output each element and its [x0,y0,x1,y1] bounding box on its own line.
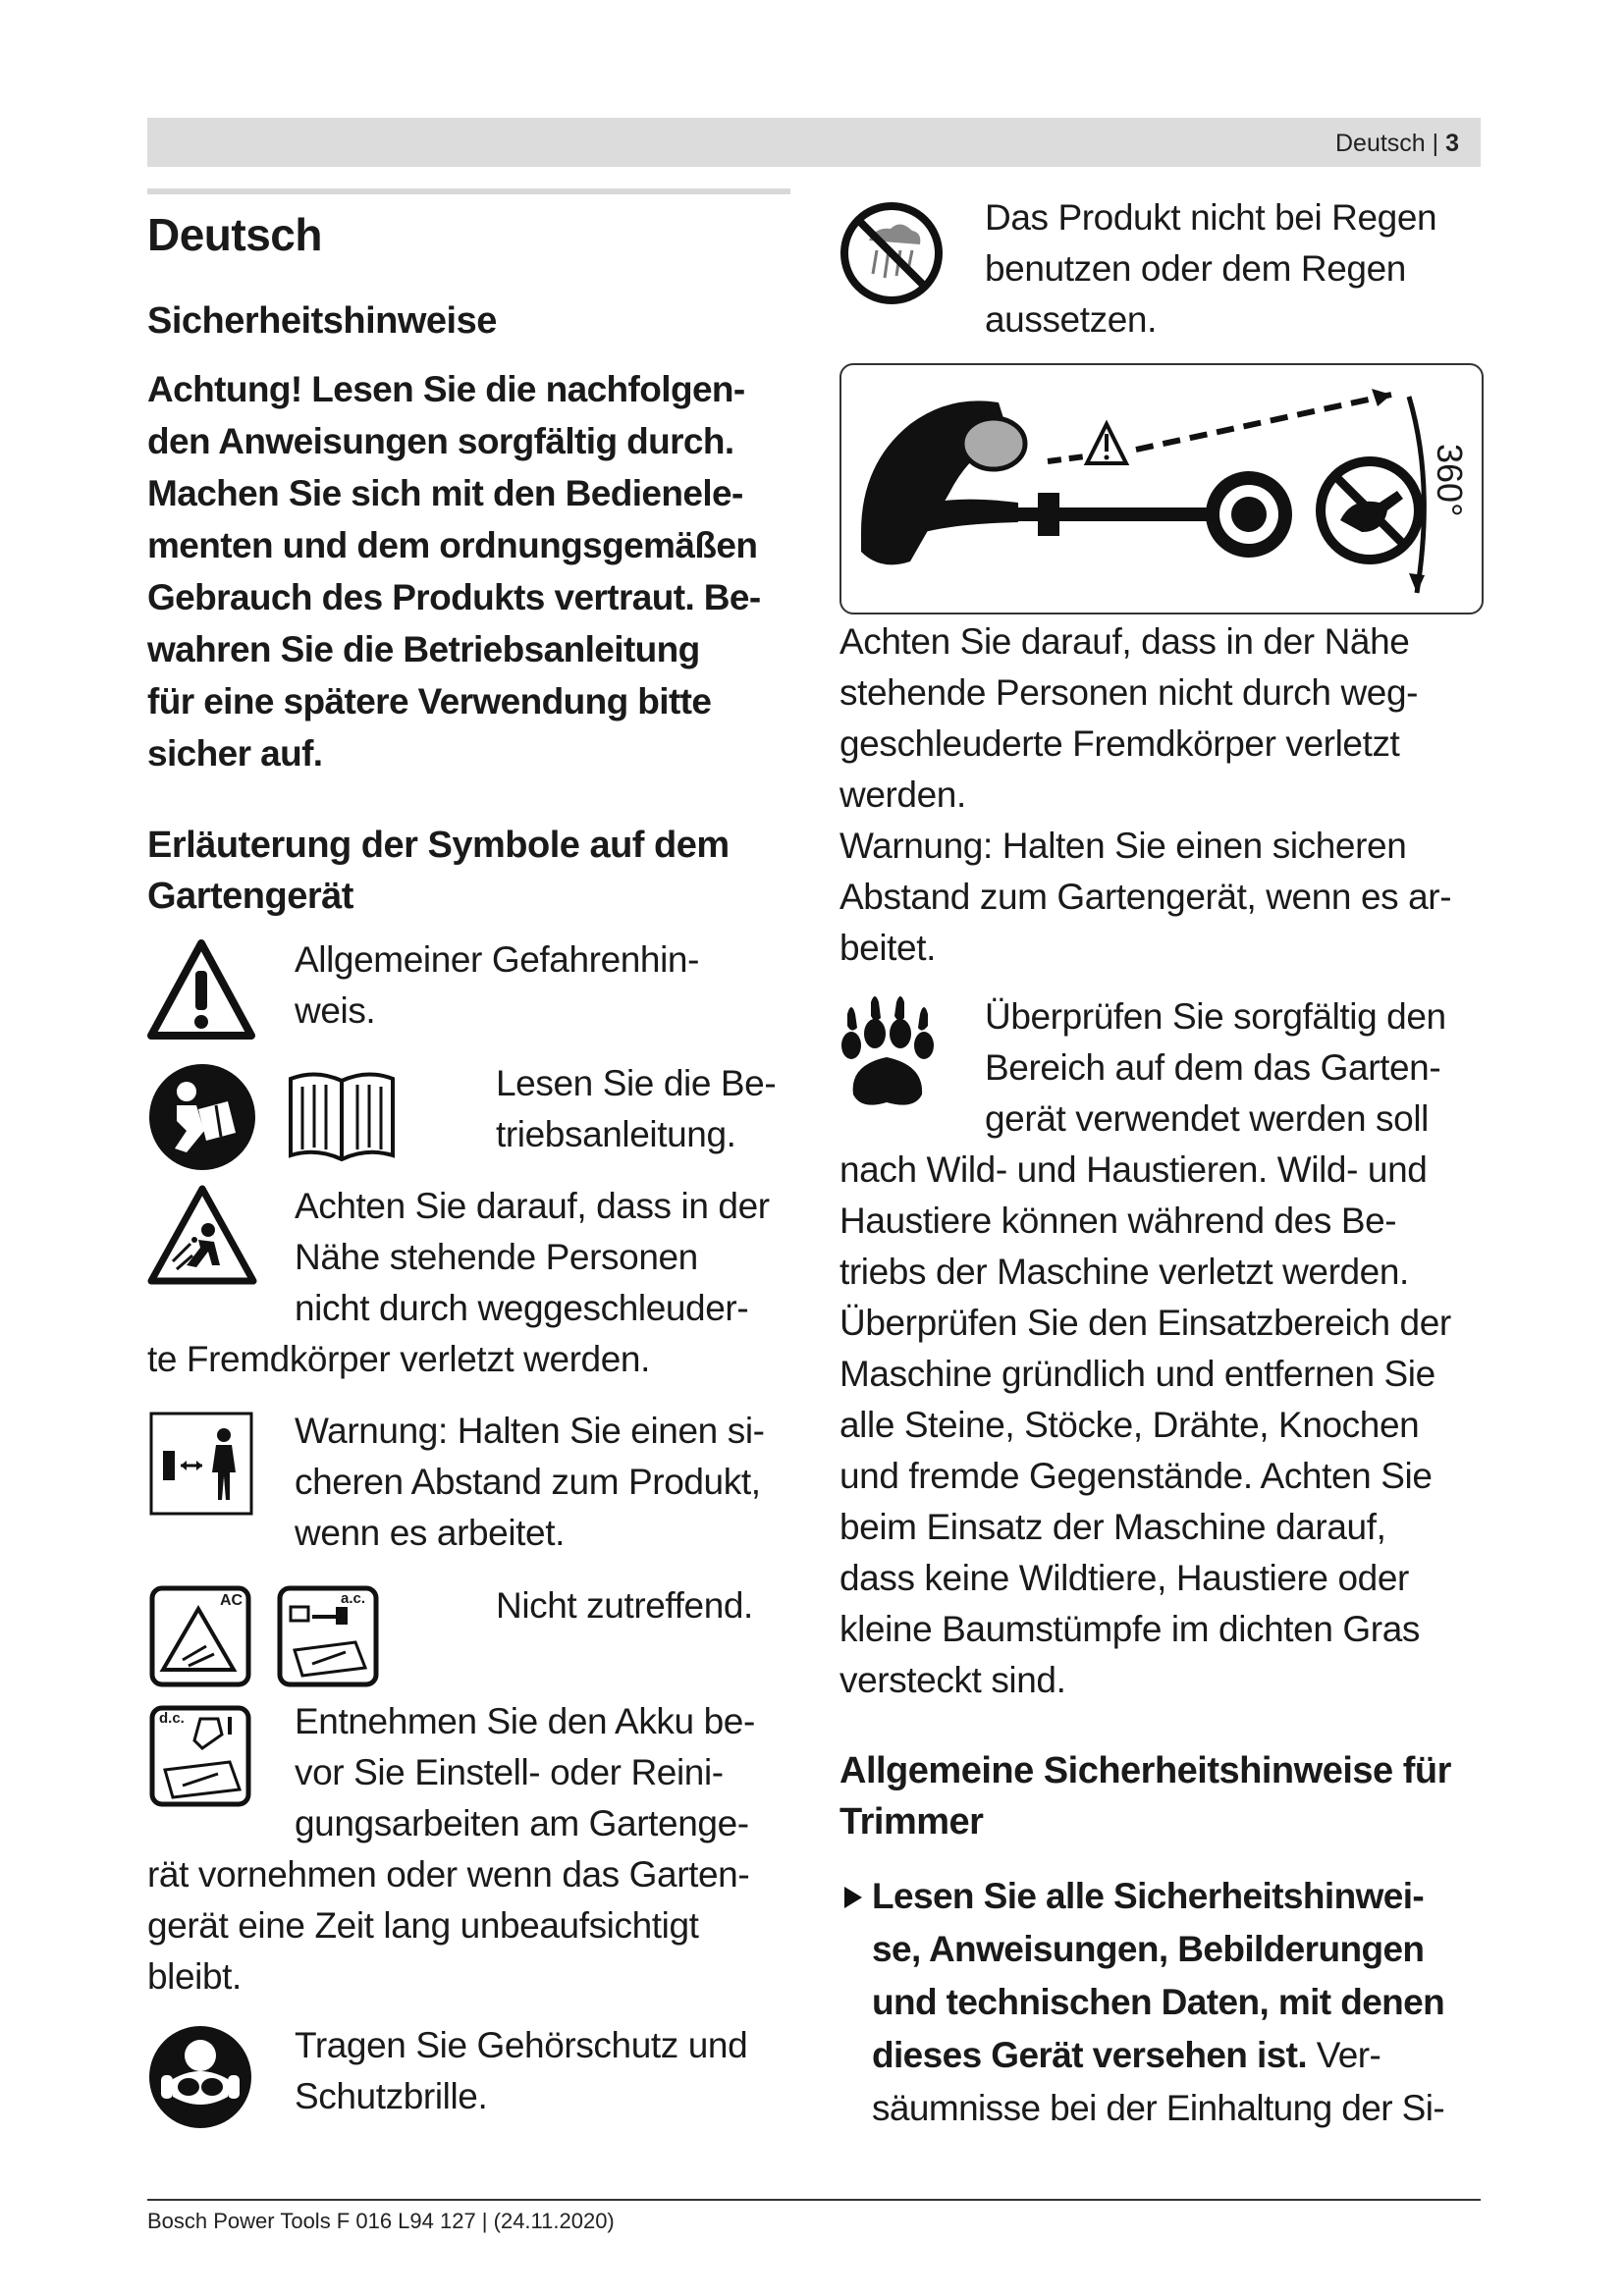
text-line: Achten Sie darauf, dass in der Nähe [839,621,1410,662]
text-line: Tragen Sie Gehörschutz und [295,2025,748,2065]
warning-line: wahren Sie die Betriebsanleitung [147,629,700,669]
text-line: bleibt. [147,1956,242,1997]
text-line: Schutzbrille. [295,2076,488,2116]
warning-triangle-icon [147,937,255,1045]
text-line: aussetzen. [985,299,1157,340]
book-icon [287,1065,397,1167]
text-line: Überprüfen Sie sorgfältig den [985,996,1446,1037]
footer-rule [147,2199,1481,2201]
warning-line: den Anweisungen sorgfältig durch. [147,421,734,461]
symbols-heading [147,820,730,922]
text-line: Haustiere können während des Be- [839,1201,1397,1241]
text-line: nach Wild- und Haustieren. Wild- und [839,1149,1428,1190]
sym-bystander-text [295,1181,770,1334]
sym-not-applicable-text: Nicht zutreffend. [496,1585,753,1626]
text-line: weis. [295,990,376,1031]
text-line: Lesen Sie alle Sicherheitshinwei- [872,1876,1425,1916]
trimmer-operator-illustration [841,365,1482,613]
section-rule [147,188,790,194]
sym-manual-text [496,1058,776,1160]
text-line: Allgemeiner Gefahrenhin- [295,939,700,980]
text-line: se, Anweisungen, Bebilderungen [872,1929,1425,1969]
text-line: vor Sie Einstell- oder Reini- [295,1752,724,1792]
rain-text [985,192,1436,346]
symbols-heading-line: Gartengerät [147,876,353,917]
running-header: Deutsch | 3 [1334,130,1459,157]
footer-text: Bosch Power Tools F 016 L94 127 | (24.11.2020) [147,2209,615,2233]
text-line: gerät verwendet werden soll [985,1098,1429,1139]
safety-heading: Sicherheitshinweise [147,300,497,342]
header-bar [147,118,1481,167]
text-line: und fremde Gegenstände. Achten Sie [839,1456,1433,1496]
paw-text-cont [839,1145,1451,1706]
trimmer-safety-figure [839,363,1484,614]
read-manual-person-icon [147,1062,257,1172]
text-line: versteckt sind. [839,1660,1066,1700]
trimmer-heading-line: Allgemeine Sicherheitshinweise für [839,1750,1451,1791]
text-line: Bereich auf dem das Garten- [985,1047,1441,1088]
text-line: Warnung: Halten Sie einen sicheren [839,826,1407,866]
bullet-triangle-icon [842,1885,864,1910]
bullet-paragraph [872,1870,1444,2135]
keep-distance-icon [149,1412,253,1516]
warning-paragraph [147,363,761,779]
symbols-heading-line: Erläuterung der Symbole auf dem [147,825,730,866]
text-line: Warnung: Halten Sie einen si- [295,1411,765,1451]
page-title: Deutsch [147,209,322,260]
warning-line: sicher auf. [147,733,323,774]
no-rain-icon [839,201,944,305]
text-line: benutzen oder dem Regen [985,248,1406,289]
text-line: dass keine Wildtiere, Haustiere oder [839,1558,1409,1598]
ear-eye-protection-icon [147,2024,253,2130]
warning-line: Machen Sie sich mit den Bedienele- [147,473,743,513]
text-line: Abstand zum Gartengerät, wenn es ar- [839,877,1452,917]
trimmer-heading [839,1745,1451,1847]
bystander-paragraph [839,616,1451,974]
text-line: alle Steine, Stöcke, Drähte, Knochen [839,1405,1420,1445]
text-line: Das Produkt nicht bei Regen [985,197,1437,238]
text-line: geschleuderte Fremdkörper verletzt [839,723,1400,764]
sym-ear-text [295,2020,747,2122]
ac2-label: a.c. [341,1590,366,1607]
text-line: beitet. [839,928,936,968]
text-line: rät vornehmen oder wenn das Garten- [147,1854,750,1895]
text-line: Überprüfen Sie den Einsatzbereich der [839,1303,1451,1343]
dc-label: d.c. [159,1710,185,1727]
sym-battery-text-cont [147,1849,749,2002]
text-line [872,2029,1444,2082]
rotation-label: 360° [1430,444,1470,517]
bullet-normal-start: Ver- [1316,2035,1381,2075]
warning-line: menten und dem ordnungsgemäßen [147,525,758,565]
page-number: 3 [1445,130,1459,157]
text-line: Nähe stehende Personen [295,1237,698,1277]
text-line: gerät eine Zeit lang unbeaufsichtigt [147,1905,699,1946]
text-line: und technischen Daten, mit denen [872,1982,1445,2022]
sym-bystander-text-cont: te Fremdkörper verletzt werden. [147,1339,650,1379]
text-line: werden. [839,774,966,815]
trimmer-heading-line: Trimmer [839,1801,984,1842]
text-line: triebs der Maschine verletzt werden. [839,1252,1409,1292]
text-line: Achten Sie darauf, dass in der [295,1186,770,1226]
text-line: gungsarbeiten am Gartenge- [295,1803,749,1843]
bullet-bold-end: dieses Gerät versehen ist. [872,2035,1308,2075]
text-line: kleine Baumstümpfe im dichten Gras [839,1609,1420,1649]
sym-general-text [295,934,699,1037]
header-language: Deutsch [1334,130,1426,157]
text-line: stehende Personen nicht durch weg- [839,672,1419,713]
sym-battery-text [295,1696,755,1849]
paw-icon [839,996,936,1112]
text-line: beim Einsatz der Maschine darauf, [839,1507,1386,1547]
text-line: Maschine gründlich und entfernen Sie [839,1354,1435,1394]
text-line: Entnehmen Sie den Akku be- [295,1701,755,1741]
thrown-objects-icon [147,1183,257,1289]
text-line: cheren Abstand zum Produkt, [295,1462,761,1502]
warning-line: Gebrauch des Produkts vertraut. Be- [147,577,761,617]
warning-line: für eine spätere Verwendung bitte [147,681,712,721]
paw-text [985,991,1446,1145]
text-line: wenn es arbeitet. [295,1513,565,1553]
warning-line: Achtung! Lesen Sie die nachfolgen- [147,369,745,409]
sym-distance-text [295,1406,765,1559]
text-line: säumnisse bei der Einhaltung der Si- [872,2088,1445,2128]
text-line: triebsanleitung. [496,1114,736,1154]
text-line: Lesen Sie die Be- [496,1063,777,1103]
text-line: nicht durch weggeschleuder- [295,1288,749,1328]
ac-label: AC [220,1592,244,1609]
